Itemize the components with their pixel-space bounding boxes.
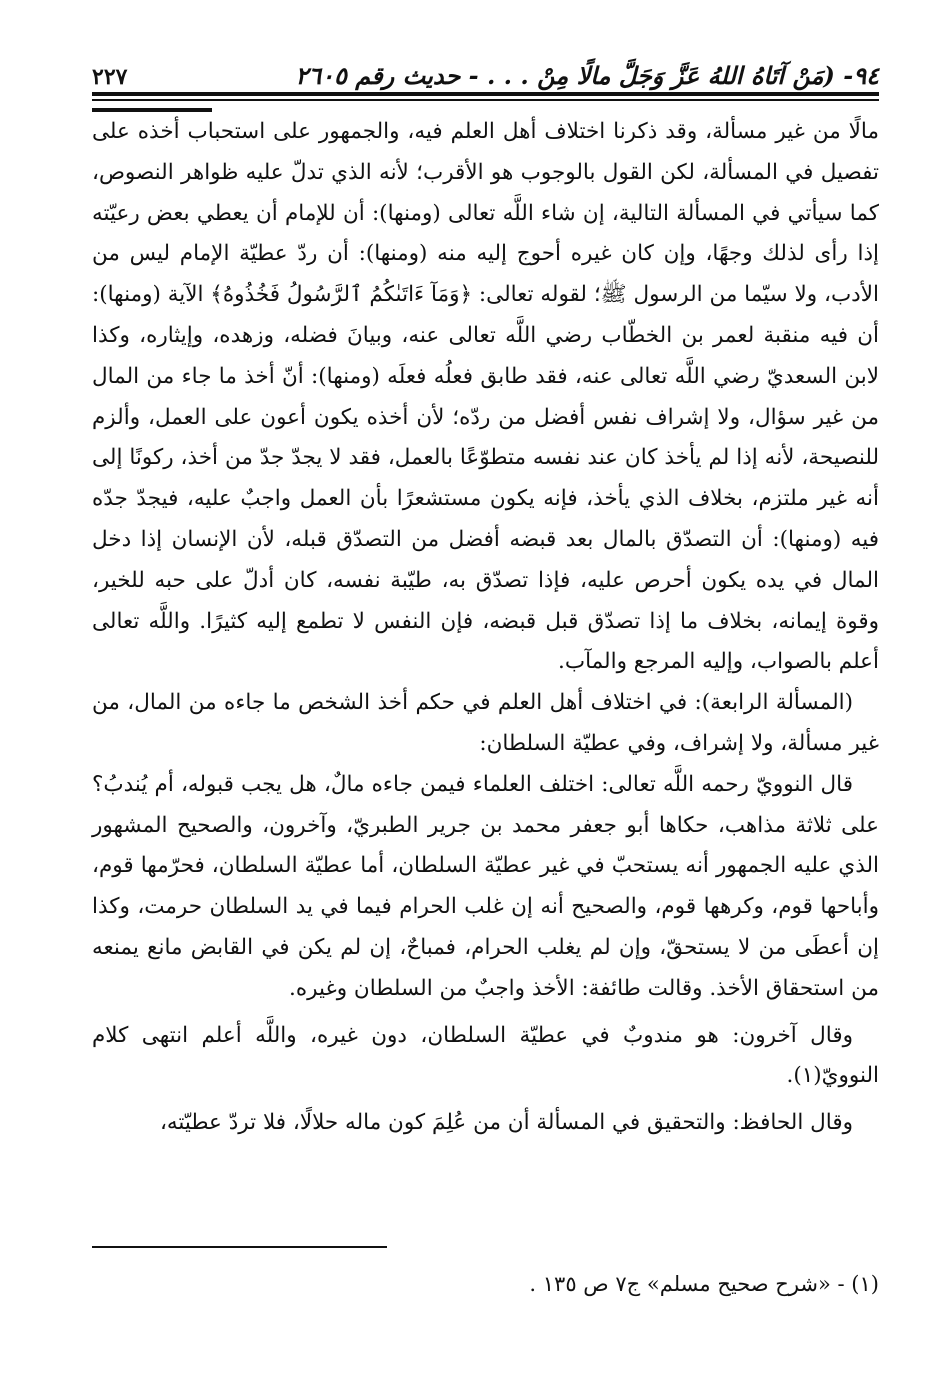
paragraph-issue-four: (المسألة الرابعة): في اختلاف أهل العلم في حكم أخذ الشخص ما جاءه من المال، من غير مسألة، ولا إشراف، وفي عطيّة السلطان:	[92, 690, 879, 756]
paragraph-hafiz: وقال الحافظ: والتحقيق في المسألة أن من عُلِمَ كون ماله حلالًا، فلا تردّ عطيّته،	[159, 1110, 853, 1136]
running-header	[92, 50, 879, 90]
page-number: ٢٢٧	[92, 64, 128, 90]
paragraph-others: وقال آخرون: هو مندوبٌ في عطيّة السلطان، دون غيره، واللَّه أعلم انتهى كلام النوويّ(١).	[92, 1022, 879, 1089]
header-rule-thin	[92, 99, 879, 101]
footnote: (١) - «شرح صحيح مسلم» ج٧ ص ١٣٥ .	[529, 1272, 879, 1296]
paragraph-nawawi: قال النوويّ رحمه اللَّه تعالى: اختلف العلماء فيمن جاءه مالٌ، هل يجب قبوله، أم يُندبُ؟ على ثلاثة مذاهب، حكاها أبو جعفر محمد بن جرير الطبريّ، وآخرون، والصحيح المشهور الذي عليه الجمهور أنه يستحبّ في غير عطيّة السلطان، أما عطيّة السلطان، فحرّمها قوم، وأباحها قوم، وكرهها قوم، والصحيح أنه إن غلب الحرام فيما في يد السلطان حرمت، وكذا إن أعطَى من لا يستحقّ، وإن لم يغلب الحرام، فمباحٌ، إن لم يكن في القابض مانع يمنعه من استحقاق الأخذ. وقالت طائفة: الأخذ واجبٌ من السلطان وغيره.	[92, 771, 879, 1001]
footnote-rule	[92, 1246, 387, 1248]
header-rule-thick	[92, 92, 879, 96]
chapter-title: ٩٤- (مَنْ آتَاهُ اللهُ عَزَّ وَجَلَّ مالًا مِنْ . . . - حديث رقم ٢٦٠٥	[295, 61, 879, 90]
paragraph-1: مالًا من غير مسألة، وقد ذكرنا اختلاف أهل العلم فيه، والجمهور على استحباب أخذه على تفصيل في المسألة، لكن القول بالوجوب هو الأقرب؛ لأنه الذي تدلّ عليه ظواهر النصوص، كما سيأتي في المسألة التالية، إن شاء اللَّه تعالى (ومنها): أن للإمام أن يعطي بعض رعيّته إذا رأى لذلك وجهًا، وإن كان غيره أحوج إليه منه (ومنها): أن ردّ عطيّة الإمام ليس من الأدب، ولا سيّما من الرسول ﷺ؛ لقوله تعالى: ﴿وَمَآ ءَاتَىٰكُمُ ٱلرَّسُولُ فَخُذُوهُ﴾ الآية (ومنها): أن فيه منقبة لعمر بن الخطّاب رضي اللَّه تعالى عنه، وبيانَ فضله، وزهده، وإيثاره، وكذا لابن السعديّ رضي اللَّه تعالى عنه، فقد طابق فعلُه فعلَه (ومنها): أنّ أخذ ما جاء من المال من غير سؤال، ولا إشراف نفس أفضل من ردّه؛ لأن أخذه يكون أعون على العمل، وألزم للنصيحة، لأنه إذا لم يأخذ كان عند نفسه متطوّعًا بالعمل، فقد لا يجدّ جدّ من أخذ، ركونًا إلى أنه غير ملتزم، بخلاف الذي يأخذ، فإنه يكون مستشعرًا بأن العمل واجبٌ عليه، فيجدّ جدّه فيه (ومنها): أن التصدّق بالمال بعد قبضه أفضل من التصدّق قبله، لأن الإنسان إذا دخل المال في يده يكون أحرص عليه، فإذا تصدّق به، طيّبة نفسه، كان أدلّ على حبه للخير، وقوة إيمانه، بخلاف ما إذا تصدّق قبل قبضه، فإن النفس لا تطمع إليه كثيرًا. واللَّه تعالى أعلم بالصواب، وإليه المرجع والمآب.	[92, 119, 880, 675]
main-text	[92, 112, 879, 1144]
